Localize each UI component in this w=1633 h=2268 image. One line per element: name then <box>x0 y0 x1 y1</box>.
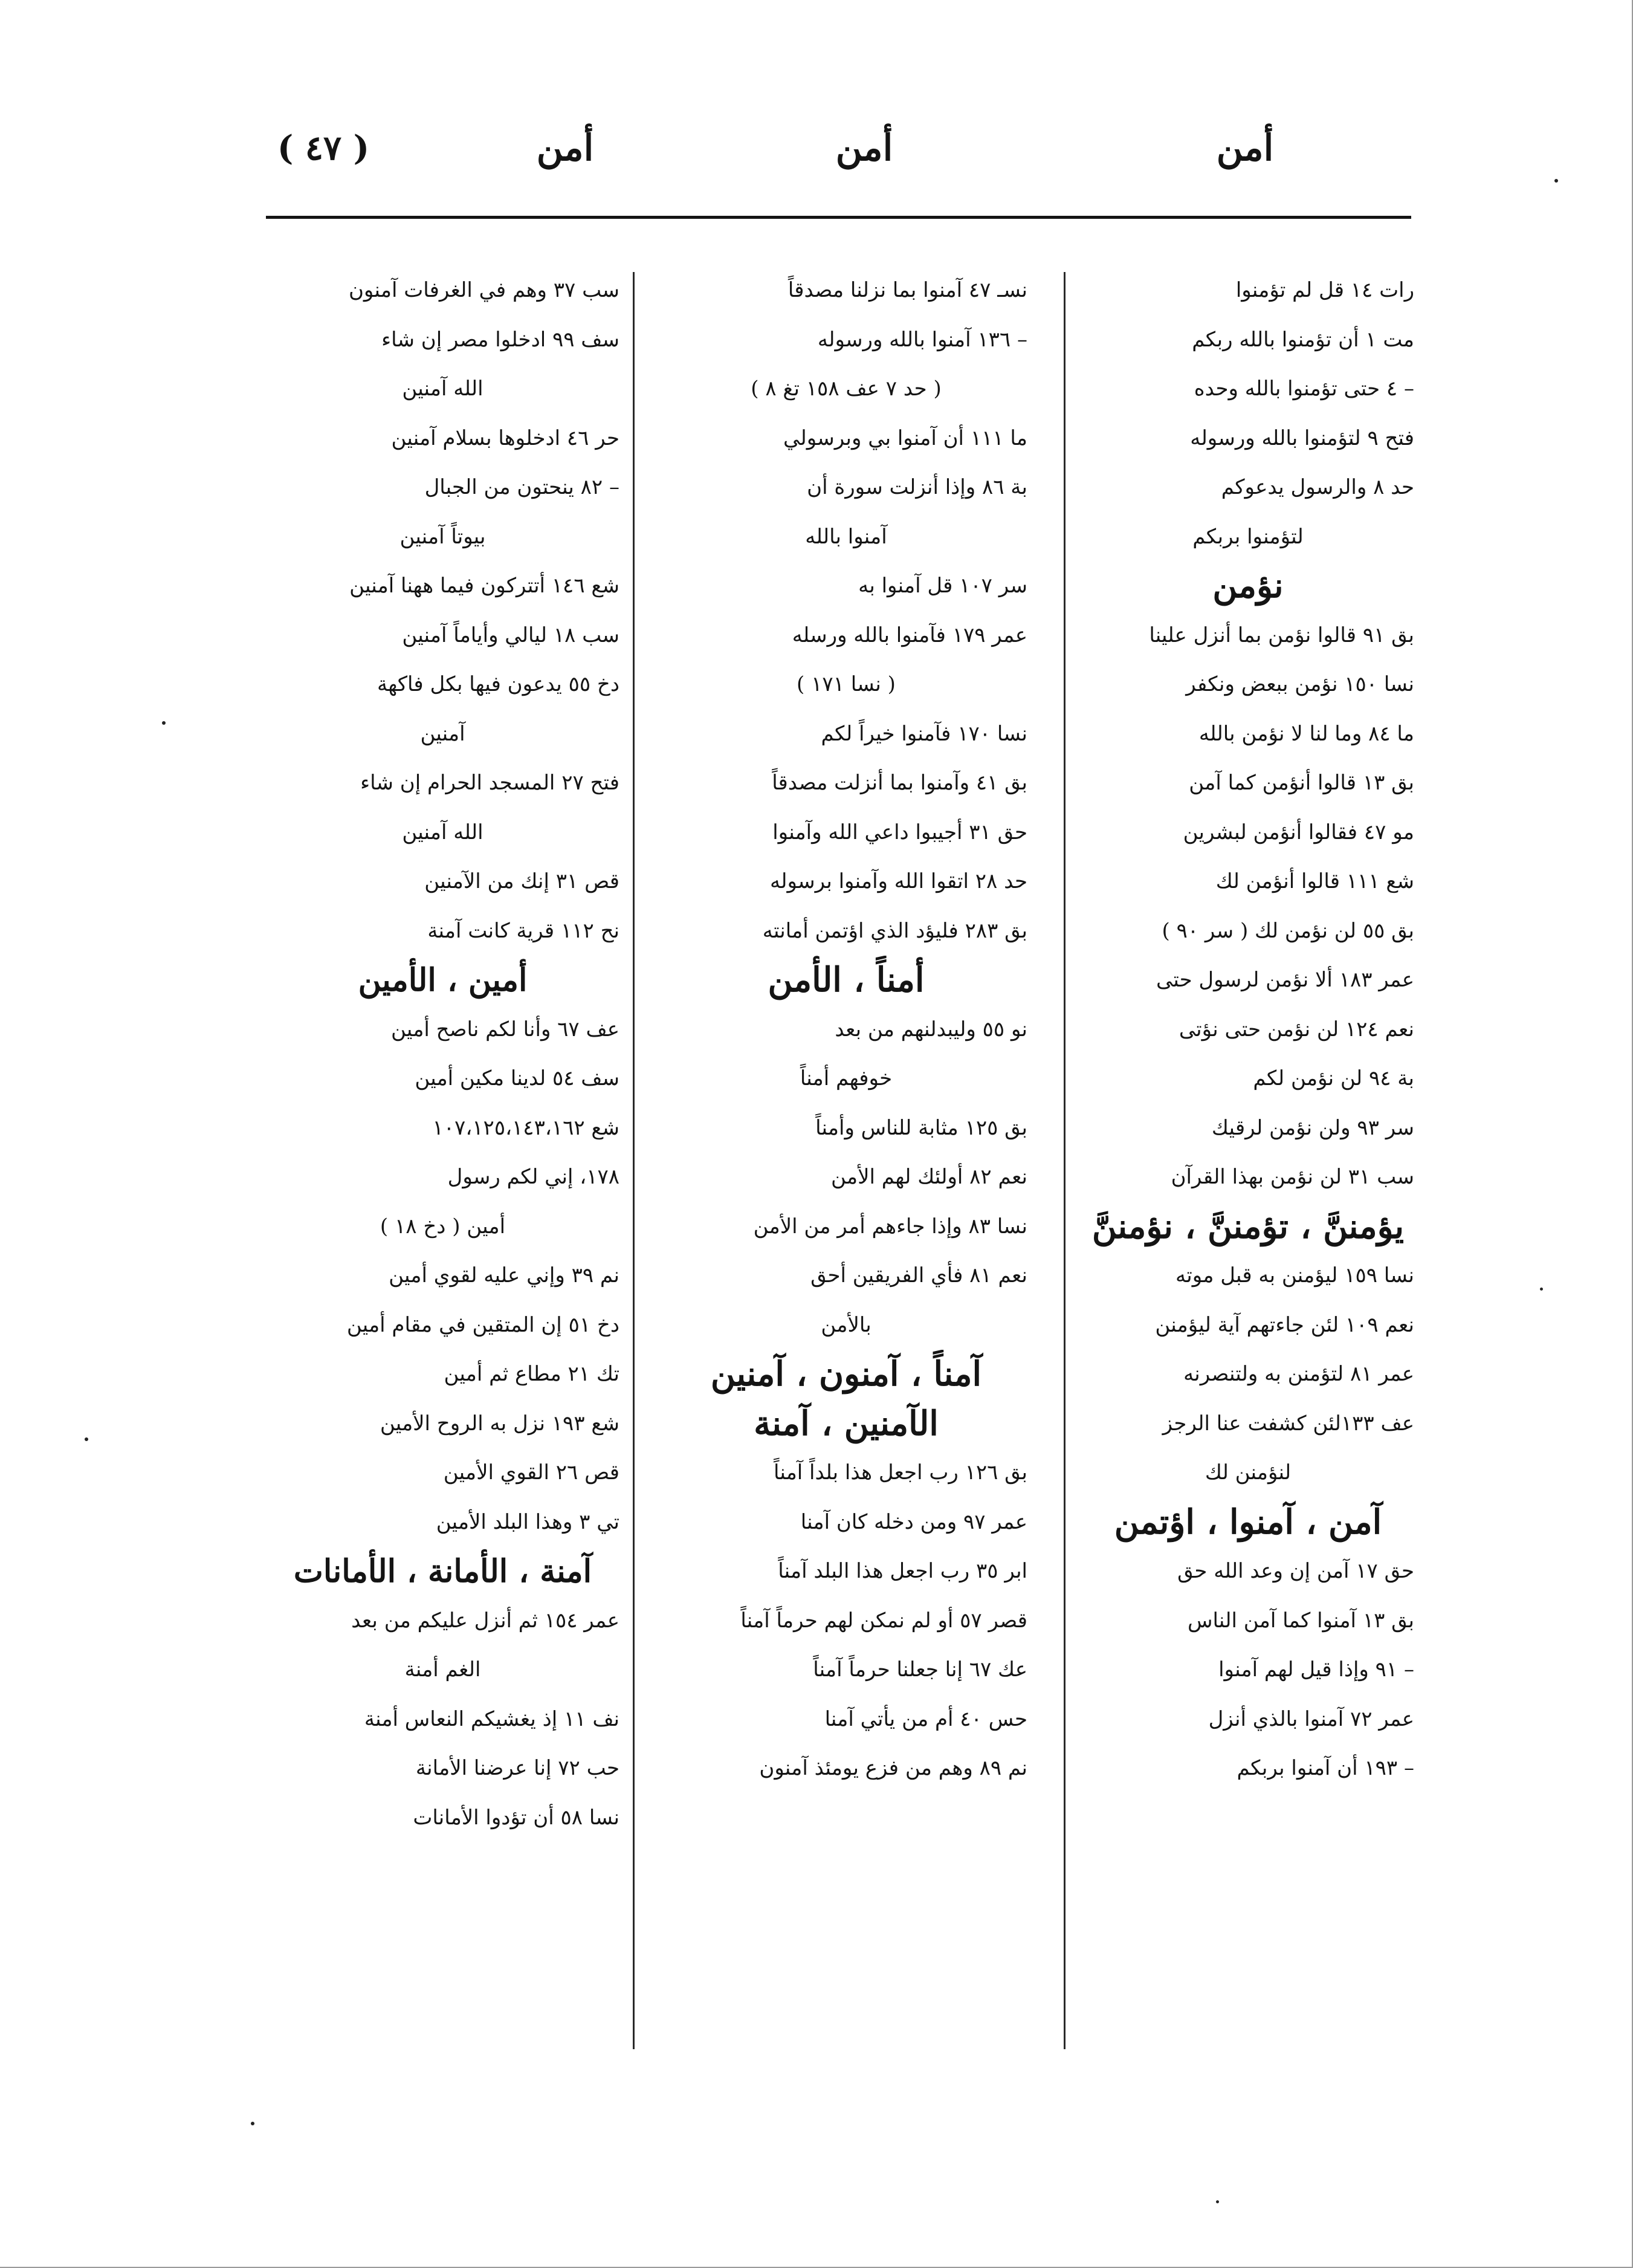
index-entry: حد ٢٨ اتقوا الله وآمنوا برسوله <box>769 869 1027 893</box>
column-divider-left <box>633 272 635 2049</box>
index-entry: ١٧٨، إني لكم رسول <box>447 1165 619 1189</box>
index-entry: رات ١٤ قل لم تؤمنوا <box>1235 278 1414 302</box>
index-entry: نسـ ٤٧ آمنوا بما نزلنا مصدقاً <box>787 278 1027 302</box>
scan-speck <box>1540 1288 1543 1291</box>
index-entry: بة ٩٤ لن نؤمن لكم <box>1253 1066 1414 1090</box>
index-entry: نح ١١٢ قرية كانت آمنة <box>427 918 619 943</box>
index-column-right <box>1082 266 1414 1793</box>
index-entry: ما ١١١ أن آمنوا بي وبرسولي <box>783 426 1027 450</box>
index-column-left <box>266 266 619 1842</box>
scan-speck <box>162 721 166 725</box>
scan-speck <box>1554 179 1558 183</box>
index-entry: عف ٦٧ وأنا لكم ناصح أمين <box>391 1017 619 1042</box>
index-entry: – ١٩٣ أن آمنوا بربكم <box>1237 1756 1414 1780</box>
index-entry: نسا ٨٣ وإذا جاءهم أمر من الأمن <box>753 1214 1027 1239</box>
index-entry: سف ٥٤ لدينا مكين أمين <box>415 1066 619 1090</box>
entry-continuation: لتؤمنوا بربكم <box>1192 524 1304 549</box>
index-entry: حد ٨ والرسول يدعوكم <box>1221 475 1414 499</box>
index-entry: قص ٣١ إنك من الآمنين <box>424 869 619 893</box>
index-entry: بق ١٢٦ رب اجعل هذا بلداً آمناً <box>773 1460 1027 1485</box>
index-entry: – ٩١ وإذا قيل لهم آمنوا <box>1218 1657 1414 1682</box>
entry-continuation: ( حد ٧ عف ١٥٨ تغ ٨ ) <box>751 377 942 401</box>
index-entry: سب ٣٧ وهم في الغرفات آمنون <box>348 278 619 302</box>
index-entry: نسا ١٥٠ نؤمن ببعض ونكفر <box>1186 672 1414 696</box>
index-entry: حس ٤٠ أم من يأتي آمنا <box>824 1706 1027 1731</box>
index-entry: مت ١ أن تؤمنوا بالله ربكم <box>1192 327 1414 352</box>
index-entry: نعم ١٢٤ لن نؤمن حتى نؤتى <box>1179 1017 1414 1042</box>
entry-continuation: الله آمنين <box>402 377 483 401</box>
scan-speck <box>251 2122 254 2125</box>
index-entry: حب ٧٢ إنا عرضنا الأمانة <box>415 1756 619 1780</box>
entry-heading: نؤمن <box>1212 566 1284 606</box>
page-number: ( ٤٧ ) <box>277 128 370 168</box>
index-entry: شع ١٤٦ أتتركون فيما ههنا آمنين <box>349 574 619 598</box>
index-entry: شع ١٠٧،١٢٥،١٤٣،١٦٢ <box>432 1115 619 1140</box>
index-entry: بق ١٣ قالوا أنؤمن كما آمن <box>1189 771 1414 795</box>
index-entry: قصر ٥٧ أو لم نمكن لهم حرماً آمناً <box>740 1608 1027 1633</box>
index-entry: تي ٣ وهذا البلد الأمين <box>436 1509 619 1534</box>
index-entry: شع ١١١ قالوا أنؤمن لك <box>1215 869 1414 893</box>
index-entry: شع ١٩٣ نزل به الروح الأمين <box>380 1411 619 1436</box>
entry-continuation: بيوتاً آمنين <box>399 524 486 549</box>
index-entry: نسا ٥٨ أن تؤدوا الأمانات <box>413 1805 619 1830</box>
index-entry: حق ١٧ آمن إن وعد الله حق <box>1177 1559 1414 1583</box>
index-entry: عمر ١٨٣ ألا نؤمن لرسول حتى <box>1156 968 1414 992</box>
index-entry: عمر ٧٢ آمنوا بالذي أنزل <box>1208 1706 1414 1731</box>
index-entry: عف ١٣٣لئن كشفت عنا الرجز <box>1162 1411 1414 1436</box>
index-entry: حر ٤٦ ادخلوها بسلام آمنين <box>391 426 619 450</box>
index-entry: عمر ٩٧ ومن دخله كان آمنا <box>800 1509 1027 1534</box>
index-entry: بق ١٢٥ مثابة للناس وأمناً <box>815 1115 1027 1140</box>
index-entry: – ٨٢ ينحتون من الجبال <box>424 475 619 499</box>
index-entry: – ٤ حتى تؤمنوا بالله وحده <box>1194 377 1414 401</box>
entry-continuation: خوفهم أمناً <box>800 1066 893 1090</box>
scan-speck <box>1216 2200 1219 2203</box>
index-entry: بق ٩١ قالوا نؤمن بما أنزل علينا <box>1149 623 1414 647</box>
index-entry: دخ ٥٥ يدعون فيها بكل فاكهة <box>377 672 619 696</box>
index-entry: سف ٩٩ ادخلوا مصر إن شاء <box>381 327 619 352</box>
index-entry: عمر ١٧٩ فآمنوا بالله ورسله <box>792 623 1027 647</box>
index-entry: نم ٨٩ وهم من فزع يومئذ آمنون <box>759 1756 1027 1780</box>
index-entry: ما ٨٤ وما لنا لا نؤمن بالله <box>1198 721 1414 746</box>
index-entry: بق ٢٨٣ فليؤد الذي اؤتمن أمانته <box>762 918 1027 943</box>
entry-heading: الآمنين ، آمنة <box>754 1403 939 1443</box>
index-entry: ابر ٣٥ رب اجعل هذا البلد آمناً <box>778 1559 1027 1583</box>
entry-continuation: لنؤمنن لك <box>1205 1460 1292 1485</box>
index-entry: فتح ٢٧ المسجد الحرام إن شاء <box>360 771 619 795</box>
column-divider-right <box>1064 272 1065 2049</box>
header-rule <box>266 216 1411 219</box>
index-entry: بق ١٣ آمنوا كما آمن الناس <box>1187 1608 1414 1633</box>
index-entry: قص ٢٦ القوي الأمين <box>443 1460 619 1485</box>
entry-continuation: الله آمنين <box>402 820 483 844</box>
index-entry: سر ٩٣ ولن نؤمن لرقيك <box>1211 1115 1414 1140</box>
index-entry: عمر ٨١ لتؤمنن به ولتنصرنه <box>1183 1362 1414 1386</box>
entry-heading: آمناً ، آمنون ، آمنين <box>710 1354 982 1394</box>
entry-continuation: الغم أمنة <box>404 1657 481 1682</box>
index-entry: بق ٤١ وآمنوا بما أنزلت مصدقاً <box>772 771 1027 795</box>
entry-continuation: آمنين <box>420 721 465 746</box>
index-entry: بق ٥٥ لن نؤمن لك ( سر ٩٠ ) <box>1162 918 1414 943</box>
index-entry: نعم ٨١ فأي الفريقين أحق <box>810 1263 1027 1288</box>
entry-heading: أمين ، الأمين <box>358 962 528 999</box>
index-entry: نو ٥٥ وليبدلنهم من بعد <box>835 1017 1027 1042</box>
running-head-right: أمن <box>1216 127 1274 169</box>
scan-speck <box>85 1437 88 1441</box>
entry-continuation: ( نسا ١٧١ ) <box>797 672 896 696</box>
index-entry: بة ٨٦ وإذا أنزلت سورة أن <box>807 475 1027 499</box>
index-entry: نعم ١٠٩ لئن جاءتهم آية ليؤمنن <box>1155 1312 1414 1337</box>
index-entry: – ١٣٦ آمنوا بالله ورسوله <box>817 327 1027 352</box>
index-entry: دخ ٥١ إن المتقين في مقام أمين <box>346 1312 619 1337</box>
running-head-center: أمن <box>835 127 893 169</box>
index-entry: سر ١٠٧ قل آمنوا به <box>858 574 1027 598</box>
entry-continuation: أمين ( دخ ١٨ ) <box>380 1214 506 1239</box>
entry-heading: آمن ، آمنوا ، اؤتمن <box>1114 1502 1382 1542</box>
index-entry: عمر ١٥٤ ثم أنزل عليكم من بعد <box>351 1608 619 1633</box>
index-entry: فتح ٩ لتؤمنوا بالله ورسوله <box>1190 426 1414 450</box>
index-entry: عك ٦٧ إنا جعلنا حرماً آمناً <box>813 1657 1027 1682</box>
index-entry: سب ٣١ لن نؤمن بهذا القرآن <box>1171 1165 1414 1189</box>
entry-continuation: بالأمن <box>821 1312 871 1337</box>
index-entry: نسا ١٥٩ ليؤمنن به قبل موته <box>1175 1263 1414 1288</box>
index-column-middle <box>665 266 1027 1793</box>
index-entry: تك ٢١ مطاع ثم أمين <box>444 1362 619 1386</box>
index-entry: نم ٣٩ وإني عليه لقوي أمين <box>389 1263 619 1288</box>
index-entry: مو ٤٧ فقالوا أنؤمن لبشرين <box>1183 820 1414 844</box>
index-entry: نعم ٨٢ أولئك لهم الأمن <box>831 1165 1027 1189</box>
entry-heading: يؤمننَّ ، تؤمننَّ ، نؤمننَّ <box>1091 1206 1405 1246</box>
index-entry: نسا ١٧٠ فآمنوا خيراً لكم <box>821 721 1027 746</box>
index-entry: حق ٣١ أجيبوا داعي الله وآمنوا <box>772 820 1027 844</box>
running-head-left: أمن <box>536 127 594 169</box>
index-entry: نف ١١ إذ يغشيكم النعاس أمنة <box>364 1706 619 1731</box>
entry-continuation: آمنوا بالله <box>805 524 887 549</box>
entry-heading: آمنة ، الأمانة ، الأمانات <box>293 1553 592 1590</box>
entry-heading: أمناً ، الأمن <box>768 960 925 1000</box>
index-entry: سب ١٨ ليالي وأياماً آمنين <box>402 623 619 647</box>
